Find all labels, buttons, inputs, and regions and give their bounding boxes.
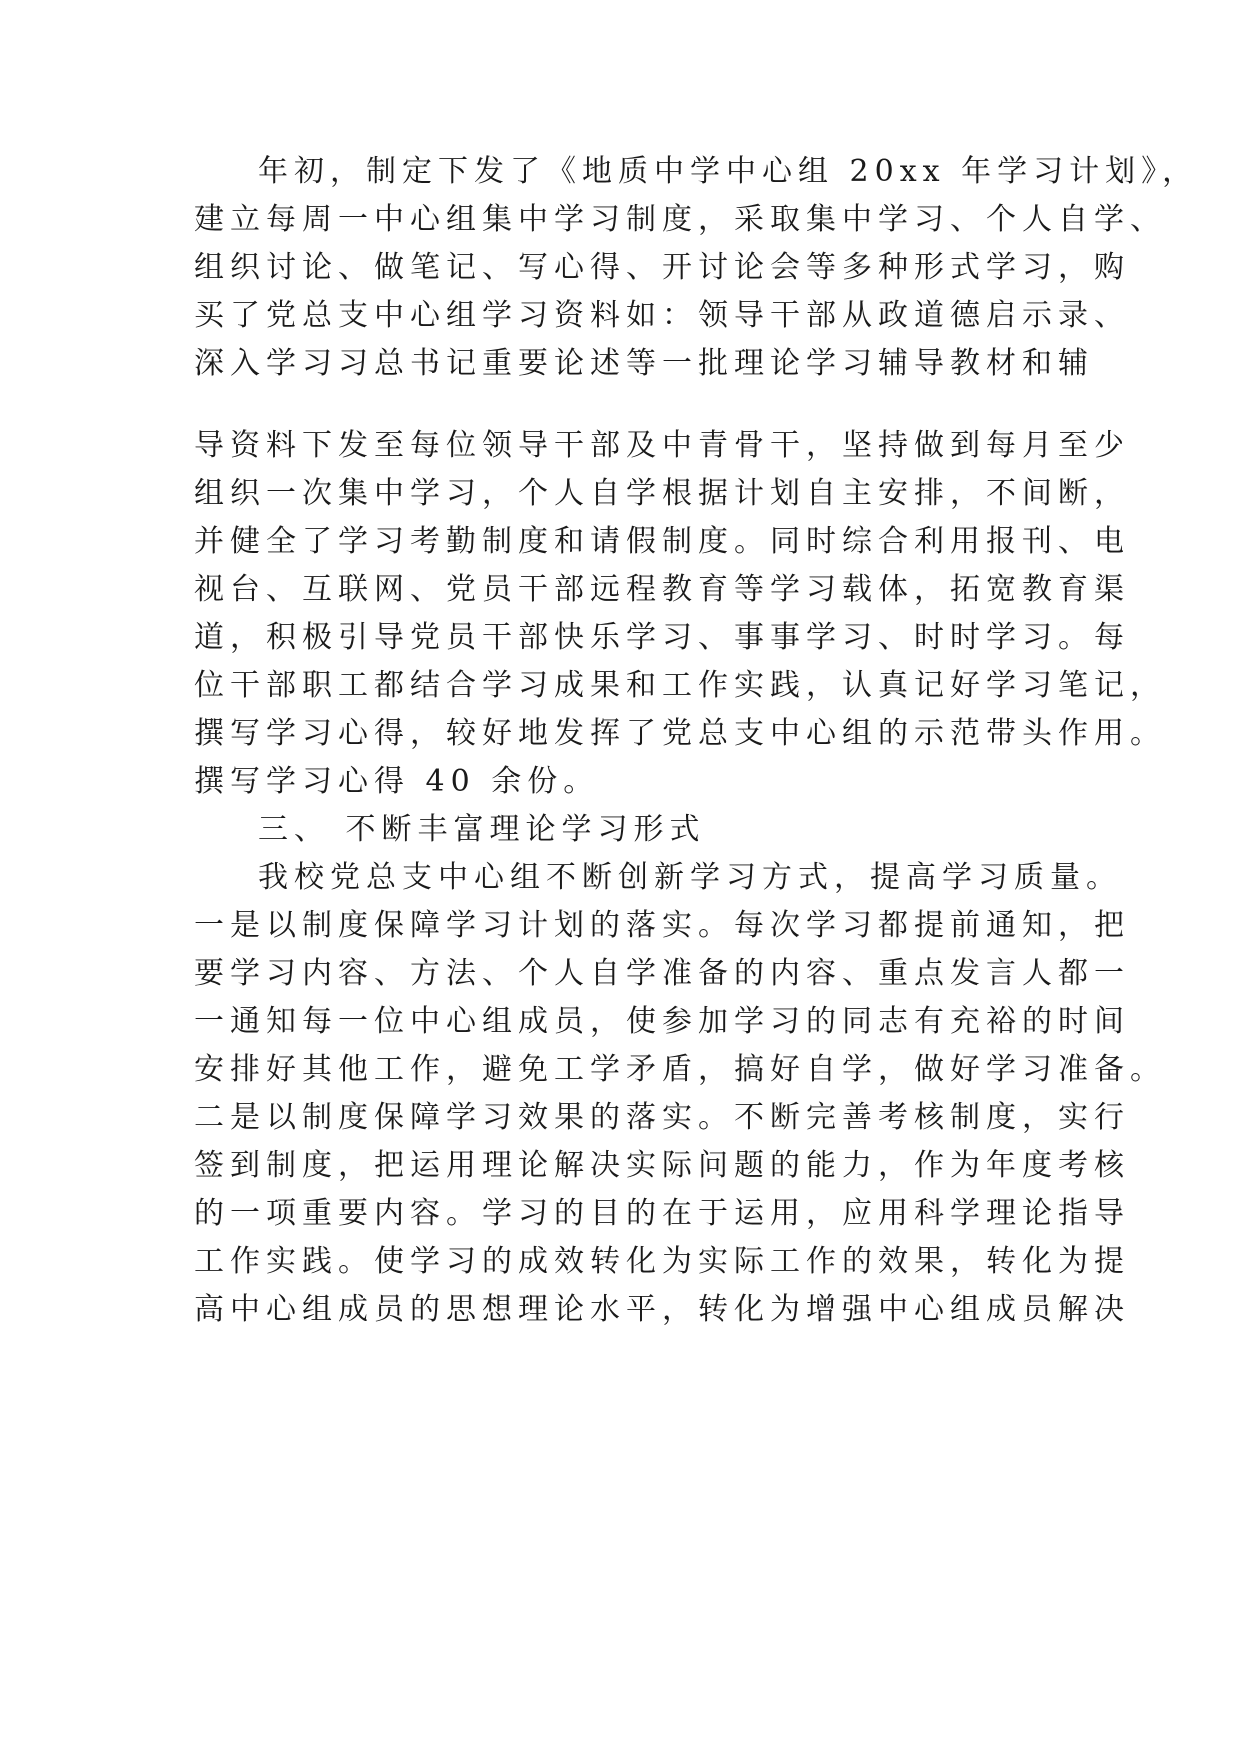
paragraph-line: 二是以制度保障学习效果的落实。不断完善考核制度，实行 xyxy=(194,1100,1130,1135)
paragraph-line: 买了党总支中心组学习资料如：领导干部从政道德启示录、 xyxy=(194,298,1130,333)
paragraph-line: 工作实践。使学习的成效转化为实际工作的效果，转化为提 xyxy=(194,1244,1130,1279)
paragraph-line: 导资料下发至每位领导干部及中青骨干，坚持做到每月至少 xyxy=(194,428,1130,463)
paragraph-line: 撰写学习心得 40 余份。 xyxy=(194,764,600,799)
paragraph-line: 并健全了学习考勤制度和请假制度。同时综合利用报刊、电 xyxy=(194,524,1130,559)
paragraph-line: 道，积极引导党员干部快乐学习、事事学习、时时学习。每 xyxy=(194,620,1130,655)
paragraph-line: 要学习内容、方法、个人自学准备的内容、重点发言人都一 xyxy=(194,956,1130,991)
paragraph-line: 撰写学习心得，较好地发挥了党总支中心组的示范带头作用。 xyxy=(194,716,1166,751)
paragraph-line: 深入学习习总书记重要论述等一批理论学习辅导教材和辅 xyxy=(194,346,1094,381)
paragraph-line: 位干部职工都结合学习成果和工作实践，认真记好学习笔记， xyxy=(194,668,1166,703)
paragraph-line: 我校党总支中心组不断创新学习方式，提高学习质量。 xyxy=(258,860,1122,895)
paragraph-line: 组织讨论、做笔记、写心得、开讨论会等多种形式学习，购 xyxy=(194,250,1130,285)
paragraph-line: 组织一次集中学习，个人自学根据计划自主安排，不间断， xyxy=(194,476,1130,511)
section-heading-block xyxy=(194,806,1074,854)
paragraph-line: 年初，制定下发了《地质中学中心组 20xx 年学习计划》， xyxy=(258,154,1199,189)
paragraph-line: 建立每周一中心组集中学习制度，采取集中学习、个人自学、 xyxy=(194,202,1166,237)
paragraph-line: 一是以制度保障学习计划的落实。每次学习都提前通知，把 xyxy=(194,908,1130,943)
section-heading: 三、 不断丰富理论学习形式 xyxy=(258,812,706,847)
paragraph-1-continued xyxy=(194,422,1166,806)
paragraph-line: 安排好其他工作，避免工学矛盾，搞好自学，做好学习准备。 xyxy=(194,1052,1166,1087)
paragraph-1 xyxy=(194,148,1199,388)
paragraph-line: 高中心组成员的思想理论水平，转化为增强中心组成员解决 xyxy=(194,1292,1130,1327)
paragraph-2 xyxy=(194,854,1166,1334)
paragraph-line: 的一项重要内容。学习的目的在于运用，应用科学理论指导 xyxy=(194,1196,1130,1231)
paragraph-line: 一通知每一位中心组成员，使参加学习的同志有充裕的时间 xyxy=(194,1004,1130,1039)
paragraph-line: 视台、互联网、党员干部远程教育等学习载体，拓宽教育渠 xyxy=(194,572,1130,607)
paragraph-line: 签到制度，把运用理论解决实际问题的能力，作为年度考核 xyxy=(194,1148,1130,1183)
